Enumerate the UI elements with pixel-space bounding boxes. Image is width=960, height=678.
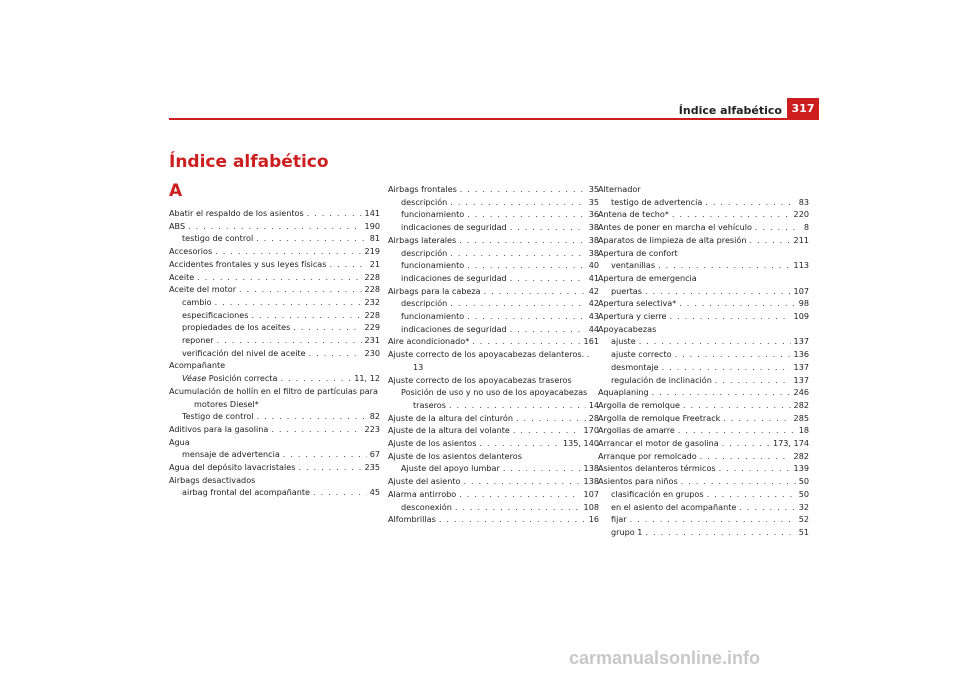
- index-entry-page: 41: [588, 272, 599, 283]
- index-entry-label: Posición correcta: [208, 373, 278, 384]
- index-entry-label: indicaciones de seguridad: [401, 272, 507, 283]
- index-entry: [388, 348, 599, 361]
- index-entry: [598, 501, 809, 514]
- leader-dots: [719, 462, 791, 475]
- leader-dots: [672, 208, 791, 221]
- index-entry-label: ABS: [169, 220, 186, 231]
- index-entry: [388, 208, 599, 221]
- index-entry: [388, 323, 599, 336]
- index-entry: [388, 183, 599, 196]
- index-entry-label: Airbags para la cabeza: [388, 285, 481, 296]
- index-entry: [598, 323, 809, 336]
- leader-dots: [455, 501, 581, 514]
- index-entry: [388, 475, 599, 488]
- index-entry-page: 138: [583, 463, 599, 474]
- index-entry-label: Aceite: [169, 271, 195, 282]
- index-entry: [388, 297, 599, 310]
- index-entry-page: 42: [588, 285, 599, 296]
- leader-dots: [449, 399, 586, 412]
- index-entry-label: desmontaje: [611, 361, 659, 372]
- index-entry-page: 135, 140: [562, 438, 599, 449]
- index-entry-page: 232: [364, 296, 380, 307]
- leader-dots: [450, 247, 585, 260]
- index-entry-page: 8: [803, 222, 809, 233]
- index-entry-label: en el asiento del acompañante: [611, 501, 737, 512]
- index-entry-label: mensaje de advertencia: [182, 449, 280, 460]
- index-entry-page: 220: [793, 209, 809, 220]
- index-entry-page: 107: [583, 488, 599, 499]
- index-entry-page: 50: [798, 476, 809, 487]
- leader-dots: [459, 488, 580, 501]
- header-title: Índice alfabético: [678, 104, 782, 117]
- index-entry-page: 235: [364, 462, 380, 473]
- index-entry-page: 228: [364, 309, 380, 320]
- index-entry-label: descripción: [401, 196, 448, 207]
- index-entry-label: Argolla de remolque Freetrack: [598, 412, 721, 423]
- index-entry: [388, 399, 599, 412]
- watermark-footer: carmanualsonline.info: [569, 648, 761, 668]
- leader-dots: [257, 410, 367, 423]
- index-entry-label: funcionamiento: [401, 260, 465, 271]
- index-entry: [388, 450, 599, 463]
- index-entry-page: 223: [364, 423, 380, 434]
- index-entry: [169, 220, 380, 233]
- index-entry: [169, 245, 380, 258]
- index-entry: [388, 285, 599, 298]
- index-entry-page: 137: [793, 336, 809, 347]
- index-entry: [169, 334, 380, 347]
- leader-dots: [450, 297, 585, 310]
- leader-dots: [679, 297, 795, 310]
- index-entry-label: ajuste: [611, 336, 636, 347]
- index-entry-label: Arrancar el motor de gasolina: [598, 438, 719, 449]
- index-entry: [169, 232, 380, 245]
- index-entry-page: 36: [588, 209, 599, 220]
- index-entry-page: 43: [588, 311, 599, 322]
- index-entry-label: desconexión: [401, 501, 452, 512]
- index-entry: [598, 259, 809, 272]
- index-entry-page: 190: [364, 220, 380, 231]
- index-entry-label: Airbags laterales: [388, 234, 457, 245]
- index-entry-page: 137: [793, 361, 809, 372]
- index-entry-label: Agua del depósito lavacristales: [169, 462, 296, 473]
- index-entry-page: 228: [364, 271, 380, 282]
- index-entry: [598, 526, 809, 539]
- index-entry-label: Ajuste de la altura del volante: [388, 425, 510, 436]
- leader-dots: [252, 309, 362, 322]
- leader-dots: [271, 423, 361, 436]
- leader-dots: [283, 448, 367, 461]
- index-entry: [598, 221, 809, 234]
- index-entry-label: traseros: [413, 399, 446, 410]
- index-entry-page: 113: [793, 260, 809, 271]
- page-number-badge: 317: [787, 98, 819, 118]
- index-entry-label: Agua: [169, 436, 190, 447]
- index-entry: [388, 488, 599, 501]
- index-entry-page: 11, 12: [354, 373, 380, 384]
- section-letter: A: [169, 181, 183, 201]
- index-entry-label: verificación del nivel de aceite: [182, 347, 306, 358]
- index-entry: [169, 448, 380, 461]
- index-entry-label: Ajuste de la altura del cinturón: [388, 412, 514, 423]
- index-entry: [388, 247, 599, 260]
- leader-dots: [670, 310, 791, 323]
- index-entry-page: 67: [369, 449, 380, 460]
- leader-dots: [516, 412, 586, 425]
- index-column-2: [388, 183, 599, 526]
- index-entry-label: 13: [413, 361, 424, 372]
- index-entry-page: 282: [793, 399, 809, 410]
- index-entry-label: Asientos para niños: [598, 476, 678, 487]
- index-entry-label: Ajuste del asiento: [388, 476, 461, 487]
- index-entry: [598, 513, 809, 526]
- index-entry-page: 231: [364, 335, 380, 346]
- index-entry-page: 45: [369, 487, 380, 498]
- index-entry: [598, 310, 809, 323]
- index-entry: [598, 234, 809, 247]
- leader-dots: [188, 220, 361, 233]
- leader-dots: [293, 321, 361, 334]
- leader-dots: [472, 335, 580, 348]
- index-entry-label: Ajuste de los asientos: [388, 438, 477, 449]
- leader-dots: [675, 348, 791, 361]
- leader-dots: [467, 310, 585, 323]
- leader-dots: [700, 450, 791, 463]
- index-entry-label: clasificación en grupos: [611, 488, 704, 499]
- index-entry: [169, 207, 380, 220]
- index-entry: [598, 361, 809, 374]
- leader-dots: [510, 221, 586, 234]
- index-entry-label: Antes de poner en marcha el vehículo: [598, 222, 752, 233]
- index-entry-label: Aire acondicionado*: [388, 336, 470, 347]
- index-entry-label: reponer: [182, 335, 214, 346]
- index-entry-label: motores Diesel*: [194, 398, 259, 409]
- index-entry: [169, 359, 380, 372]
- index-entry-label: Argolla de remolque: [598, 399, 680, 410]
- leader-dots: [467, 259, 585, 272]
- index-entry: [388, 513, 599, 526]
- leader-dots: [705, 196, 795, 209]
- index-entry-label: Alternador: [598, 184, 641, 194]
- index-entry-page: 18: [798, 425, 809, 436]
- index-entry-page: 211: [793, 234, 809, 245]
- index-entry: [388, 374, 599, 387]
- index-entry-label: Ajuste del apoyo lumbar: [401, 463, 500, 474]
- index-entry-label: Aceite del motor: [169, 284, 237, 295]
- index-entry: [169, 410, 380, 423]
- leader-dots: [484, 285, 586, 298]
- page-title: Índice alfabético: [169, 152, 329, 172]
- index-entry-label: descripción: [401, 247, 448, 258]
- index-entry: [169, 385, 380, 398]
- leader-dots: [197, 271, 361, 284]
- index-entry-page: 38: [588, 222, 599, 233]
- index-entry-label: Alarma antirrobo: [388, 488, 457, 499]
- index-entry-page: 21: [369, 258, 380, 269]
- index-entry-label: especificaciones: [182, 309, 249, 320]
- index-column-3: [598, 183, 809, 539]
- leader-dots: [639, 335, 791, 348]
- index-entry-page: 50: [798, 488, 809, 499]
- index-entry: [598, 437, 809, 450]
- leader-dots: [722, 437, 770, 450]
- index-entry-label: indicaciones de seguridad: [401, 222, 507, 233]
- index-entry-label: regulación de inclinación: [611, 374, 712, 385]
- leader-dots: [215, 245, 361, 258]
- index-entry-page: 282: [793, 450, 809, 461]
- index-entry-label: Posición de uso y no uso de los apoyacabezas: [401, 387, 588, 398]
- index-entry-label: Airbags desactivados: [169, 474, 256, 485]
- index-entry-label: indicaciones de seguridad: [401, 323, 507, 334]
- index-entry: [169, 398, 380, 411]
- index-entry-page: 138: [583, 476, 599, 487]
- index-entry: [598, 348, 809, 361]
- index-entry-page: 28: [588, 412, 599, 423]
- index-entry-label: Apertura de confort: [598, 247, 678, 258]
- index-entry-label: Aditivos para la gasolina: [169, 423, 269, 434]
- leader-dots: [459, 234, 585, 247]
- leader-dots: [479, 437, 560, 450]
- index-entry-page: 109: [793, 311, 809, 322]
- leader-dots: [723, 412, 790, 425]
- index-entry-label: testigo de advertencia: [611, 196, 703, 207]
- index-entry: [169, 486, 380, 499]
- index-entry: [598, 462, 809, 475]
- index-entry: [388, 361, 599, 374]
- index-entry-page: 40: [588, 260, 599, 271]
- index-entry-label: Apertura de emergencia: [598, 272, 697, 283]
- index-entry: [169, 309, 380, 322]
- leader-dots: [645, 526, 795, 539]
- index-entry-label: Alfombrillas: [388, 514, 436, 525]
- leader-dots: [658, 259, 790, 272]
- index-entry-label: ventanillas: [611, 260, 656, 271]
- leader-dots: [309, 347, 362, 360]
- index-entry: [388, 501, 599, 514]
- leader-dots: [215, 296, 362, 309]
- index-entry-page: 246: [793, 387, 809, 398]
- index-entry-label: grupo 1: [611, 526, 643, 537]
- leader-dots: [645, 285, 791, 298]
- index-entry: [169, 461, 380, 474]
- leader-dots: [329, 258, 366, 271]
- index-entry-page: 137: [793, 374, 809, 385]
- index-entry-label: Accidentes frontales y sus leyes físicas: [169, 258, 327, 269]
- leader-dots: [510, 323, 586, 336]
- index-entry-page: 35: [588, 196, 599, 207]
- index-entry: [169, 423, 380, 436]
- index-entry: [598, 399, 809, 412]
- index-entry-label: ajuste correcto: [611, 349, 672, 360]
- leader-dots: [239, 283, 362, 296]
- index-entry: [598, 424, 809, 437]
- see-reference: Véase: [182, 373, 207, 384]
- index-entry: [598, 335, 809, 348]
- index-entry-label: cambio: [182, 296, 212, 307]
- leader-dots: [307, 207, 362, 220]
- index-entry-page: 38: [588, 234, 599, 245]
- index-entry-page: 141: [364, 208, 380, 218]
- index-entry: [598, 374, 809, 387]
- leader-dots: [630, 513, 796, 526]
- index-entry: [388, 462, 599, 475]
- leader-dots: [280, 372, 351, 385]
- index-entry: [169, 258, 380, 271]
- index-entry-label: Abatir el respaldo de los asientos: [169, 208, 304, 218]
- index-entry-label: descripción: [401, 298, 448, 309]
- leader-dots: [707, 488, 796, 501]
- index-entry-label: Apoyacabezas: [598, 323, 657, 334]
- index-entry-label: Ajuste de los asientos delanteros: [388, 450, 522, 461]
- index-entry-page: 170: [583, 425, 599, 436]
- index-entry-page: 52: [798, 514, 809, 525]
- index-entry-page: 44: [588, 323, 599, 334]
- index-entry: [388, 310, 599, 323]
- leader-dots: [467, 208, 585, 221]
- header-divider: [169, 118, 819, 120]
- index-entry-page: 219: [364, 246, 380, 257]
- index-entry-label: Aquaplaning: [598, 387, 649, 398]
- index-entry: [388, 196, 599, 209]
- leader-dots: [450, 196, 585, 209]
- index-entry: [598, 272, 809, 285]
- index-entry: [598, 208, 809, 221]
- leader-dots: [460, 183, 586, 196]
- index-entry-page: 161: [583, 336, 599, 347]
- index-entry-page: 42: [588, 298, 599, 309]
- index-entry-page: 16: [588, 514, 599, 525]
- index-entry: [169, 347, 380, 360]
- index-entry-label: propiedades de los aceites: [182, 322, 291, 333]
- index-entry-label: Aparatos de limpieza de alta presión: [598, 234, 747, 245]
- index-column-1: [169, 207, 380, 499]
- index-entry-label: Acumulación de hollín en el filtro de partículas para: [169, 385, 378, 396]
- index-entry-page: 229: [364, 322, 380, 333]
- index-entry-page: 14: [588, 399, 599, 410]
- index-entry-label: Ajuste correcto de los apoyacabezas traseros: [388, 374, 572, 385]
- index-entry: [598, 247, 809, 260]
- index-entry-label: Asientos delanteros térmicos: [598, 463, 716, 474]
- index-entry-label: Antena de techo*: [598, 209, 669, 220]
- index-entry: [598, 412, 809, 425]
- leader-dots: [439, 513, 586, 526]
- index-entry-page: 230: [364, 347, 380, 358]
- index-entry-page: 82: [369, 411, 380, 422]
- leader-dots: [662, 361, 791, 374]
- leader-dots: [313, 486, 367, 499]
- index-entry: [388, 272, 599, 285]
- index-entry: [388, 424, 599, 437]
- index-entry-page: 139: [793, 463, 809, 474]
- index-entry-page: 98: [798, 298, 809, 309]
- index-entry-page: 173, 174: [772, 438, 809, 449]
- index-entry-label: funcionamiento: [401, 311, 465, 322]
- leader-dots: [513, 424, 581, 437]
- index-entry-label: airbag frontal del acompañante: [182, 487, 311, 498]
- index-entry: [598, 183, 809, 196]
- index-entry: [388, 437, 599, 450]
- leader-dots: [683, 399, 791, 412]
- index-entry: [598, 285, 809, 298]
- index-entry-page: 51: [798, 526, 809, 537]
- index-entry: [169, 271, 380, 284]
- index-entry-label: fijar: [611, 514, 627, 525]
- index-entry-page: 38: [588, 247, 599, 258]
- index-entry-label: funcionamiento: [401, 209, 465, 220]
- index-entry-page: 35: [588, 184, 599, 194]
- leader-dots: [503, 462, 581, 475]
- index-entry-page: 81: [369, 233, 380, 244]
- index-entry-label: Testigo de control: [182, 411, 254, 422]
- index-entry-label: puertas: [611, 285, 642, 296]
- leader-dots: [652, 386, 791, 399]
- index-entry-label: Accesorios: [169, 246, 213, 257]
- leader-dots: [749, 234, 790, 247]
- index-entry: [598, 297, 809, 310]
- index-entry-trailing: . .: [581, 349, 590, 360]
- index-entry: [388, 386, 599, 399]
- index-entry: [598, 386, 809, 399]
- index-entry: [169, 321, 380, 334]
- index-entry: [169, 436, 380, 449]
- index-entry-label: testigo de control: [182, 233, 254, 244]
- leader-dots: [755, 221, 801, 234]
- index-entry: [169, 372, 380, 385]
- leader-dots: [463, 475, 580, 488]
- index-entry-label: Apertura selectiva*: [598, 298, 677, 309]
- index-entry: [169, 283, 380, 296]
- leader-dots: [298, 461, 361, 474]
- leader-dots: [256, 232, 366, 245]
- leader-dots: [217, 334, 362, 347]
- index-entry: [598, 488, 809, 501]
- index-entry-page: 108: [583, 501, 599, 512]
- index-entry: [388, 412, 599, 425]
- leader-dots: [681, 475, 796, 488]
- index-entry: [598, 450, 809, 463]
- index-entry-label: Airbags frontales: [388, 184, 457, 194]
- index-entry: [388, 234, 599, 247]
- index-entry-label: Arranque por remolcado: [598, 450, 697, 461]
- index-entry-page: 136: [793, 349, 809, 360]
- index-entry: [169, 474, 380, 487]
- index-entry-label: Acompañante: [169, 360, 226, 371]
- leader-dots: [715, 374, 791, 387]
- leader-dots: [510, 272, 586, 285]
- index-entry: [598, 196, 809, 209]
- index-entry: [388, 335, 599, 348]
- index-entry-label: Argollas de amarre: [598, 425, 675, 436]
- index-entry-page: 32: [798, 501, 809, 512]
- index-entry: [388, 221, 599, 234]
- index-entry: [169, 296, 380, 309]
- index-entry-page: 228: [364, 284, 380, 295]
- index-entry-label: Apertura y cierre: [598, 311, 667, 322]
- leader-dots: [678, 424, 796, 437]
- index-entry: [598, 475, 809, 488]
- index-entry: [388, 259, 599, 272]
- index-entry-label: Ajuste correcto de los apoyacabezas delanteros: [388, 349, 582, 360]
- index-entry-page: 285: [793, 412, 809, 423]
- index-entry-page: 107: [793, 285, 809, 296]
- index-entry-page: 83: [798, 196, 809, 207]
- leader-dots: [739, 501, 795, 514]
